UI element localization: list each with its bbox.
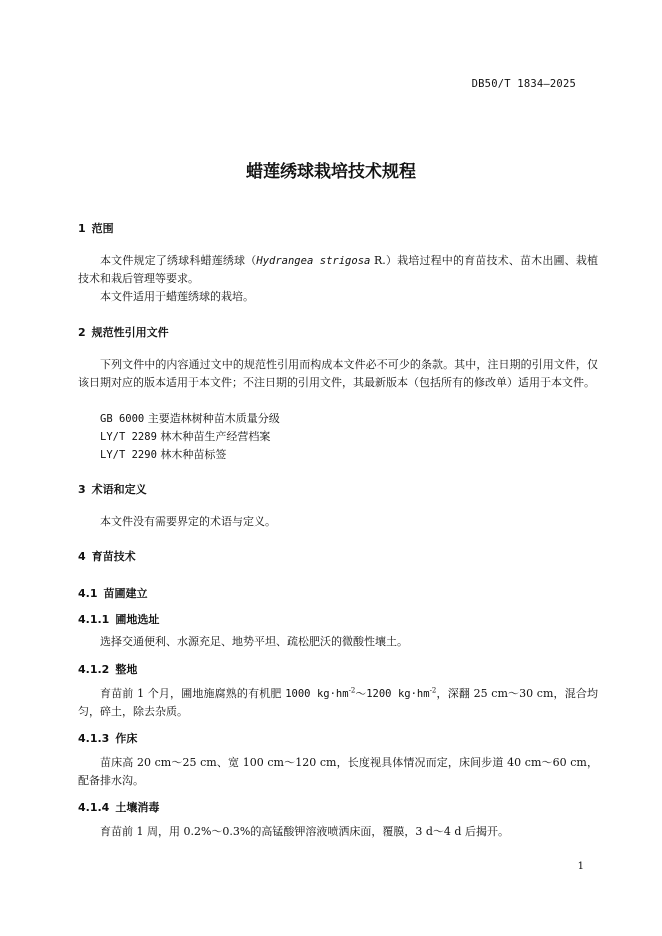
subsection-title: 苗圃建立 <box>103 587 148 600</box>
section-3-heading <box>78 481 147 497</box>
subsection-4-1-1-text: 选择交通便利、水源充足、地势平坦、疏松肥沃的微酸性壤土。 <box>100 635 408 648</box>
subsection-number: 4.1 <box>78 587 98 600</box>
section-title: 规范性引用文件 <box>91 326 169 339</box>
subsection-title: 整地 <box>115 663 138 676</box>
subsection-4-1-1-heading <box>78 611 159 627</box>
reference-item <box>100 428 270 446</box>
section-3-paragraph-1: 本文件没有需要界定的术语与定义。 <box>100 515 276 528</box>
section-1-paragraph-1 <box>78 252 598 288</box>
superscript: -2 <box>348 686 356 695</box>
page-number: 1 <box>577 861 584 872</box>
subsection-4-1-4-heading <box>78 799 159 815</box>
reference-item <box>100 410 280 428</box>
section-1-heading <box>78 220 114 236</box>
section-number: 2 <box>78 326 86 339</box>
subsection-number: 4.1.3 <box>78 732 110 745</box>
text-run: 1000 kg·hm <box>285 688 349 700</box>
subsection-4-1-heading <box>78 585 148 601</box>
standard-code: DB50/T 1834—2025 <box>471 78 576 90</box>
reference-code: LY/T 2289 <box>100 431 157 443</box>
section-title: 育苗技术 <box>91 550 136 563</box>
document-title: 蜡莲绣球栽培技术规程 <box>246 162 416 182</box>
subsection-4-1-3-text: 苗床高 20 cm～25 cm、宽 100 cm～120 cm，长度视具体情况而定，床间步道 40 cm～60 cm，配备排水沟。 <box>78 756 598 787</box>
reference-item <box>100 446 226 464</box>
subsection-number: 4.1.1 <box>78 613 110 626</box>
text-run: 本文件规定了绣球科蜡莲绣球（ <box>100 254 257 267</box>
reference-name: 林木种苗标签 <box>160 448 227 461</box>
section-title: 术语和定义 <box>91 483 147 496</box>
section-4-heading <box>78 548 136 564</box>
superscript: -2 <box>429 686 437 695</box>
subsection-4-1-2-heading <box>78 661 137 677</box>
reference-name: 林木种苗生产经营档案 <box>160 430 271 443</box>
reference-code: LY/T 2290 <box>100 449 157 461</box>
text-run: ～1200 kg·hm <box>355 688 430 700</box>
text-run: 育苗前 1 个月，圃地施腐熟的有机肥 <box>100 687 286 700</box>
subsection-title: 圃地选址 <box>115 613 160 626</box>
reference-name: 主要造林树种苗木质量分级 <box>147 412 280 425</box>
section-number: 1 <box>78 222 86 235</box>
section-number: 4 <box>78 550 86 563</box>
subsection-number: 4.1.2 <box>78 663 110 676</box>
section-2-heading <box>78 324 169 340</box>
subsection-4-1-3-heading <box>78 730 137 746</box>
text-run: R.）栽培过程中的育苗技术、苗木出圃、栽植技术和栽后管理等要求。 <box>78 254 599 285</box>
text-run: ，深翻 25 cm～30 cm，混合均匀，碎土，除去杂质。 <box>78 687 599 718</box>
section-2-paragraph-1: 下列文件中的内容通过文中的规范性引用而构成本文件必不可少的条款。其中，注日期的引用文件，仅该日期对应的版本适用于本文件；不注日期的引用文件，其最新版本（包括所有的修改单）适用于本文件。 <box>78 358 598 389</box>
subsection-title: 土壤消毒 <box>115 801 160 814</box>
section-1-paragraph-2: 本文件适用于蜡莲绣球的栽培。 <box>100 290 254 303</box>
reference-code: GB 6000 <box>100 413 145 425</box>
species-name: Hydrangea strigosa <box>256 255 371 267</box>
section-title: 范围 <box>91 222 114 235</box>
subsection-number: 4.1.4 <box>78 801 110 814</box>
subsection-title: 作床 <box>115 732 138 745</box>
subsection-4-1-4-text: 育苗前 1 周，用 0.2%～0.3%的高锰酸钾溶液喷洒床面，覆膜，3 d～4 d 后揭开。 <box>100 825 509 838</box>
section-number: 3 <box>78 483 86 496</box>
subsection-4-1-2-text <box>78 685 598 721</box>
